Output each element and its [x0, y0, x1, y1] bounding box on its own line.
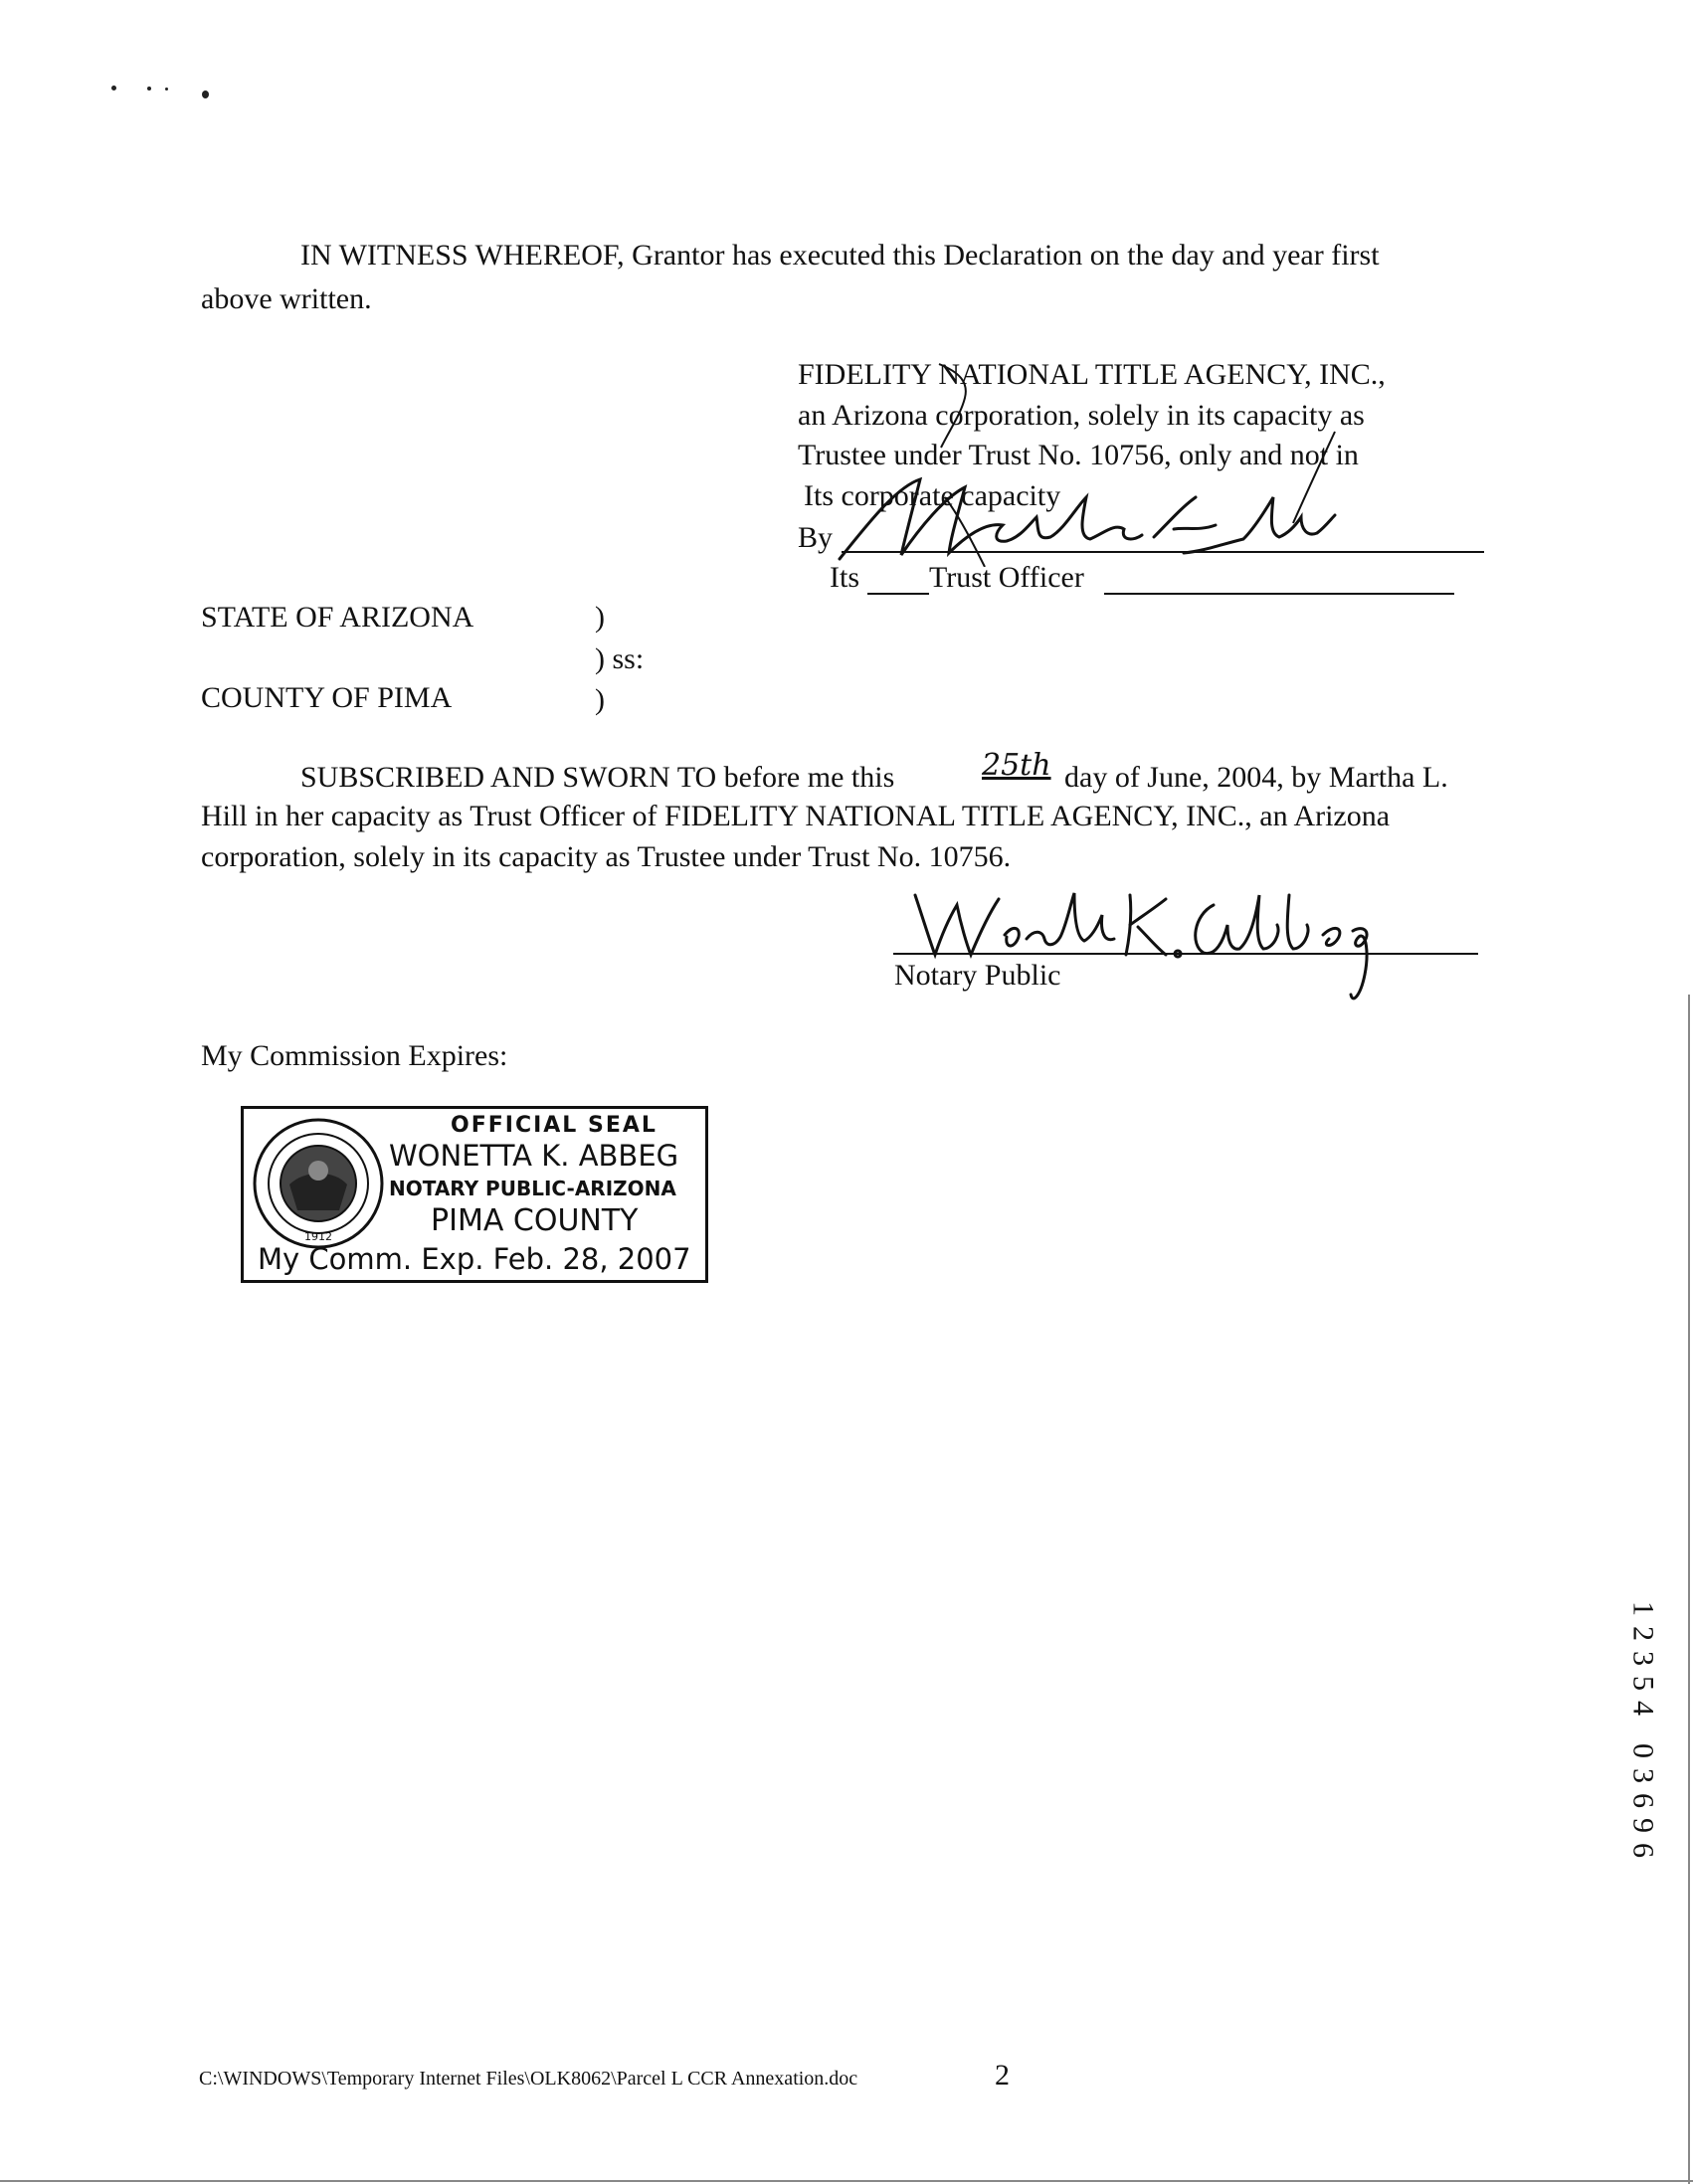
- seal-line-5: My Comm. Exp. Feb. 28, 2007: [258, 1242, 691, 1276]
- scan-edge-bottom: [0, 2180, 1693, 2182]
- notary-label: Notary Public: [894, 959, 1061, 992]
- scan-speck: [202, 91, 209, 98]
- jurat-line-1a: SUBSCRIBED AND SWORN TO before me this: [300, 761, 895, 794]
- its-trailing-line: [1104, 593, 1454, 595]
- venue-paren: ): [595, 601, 605, 634]
- state-seal-emblem: [250, 1115, 387, 1252]
- by-label: By: [798, 521, 834, 554]
- pen-mark: [935, 358, 1015, 457]
- jurat-line-1b: day of June, 2004, by Martha L.: [1064, 761, 1448, 794]
- grantor-name: FIDELITY NATIONAL TITLE AGENCY, INC.,: [798, 358, 1386, 391]
- scan-edge-right: [1688, 995, 1690, 2184]
- notary-seal: [241, 1106, 708, 1283]
- jurat-line-3: corporation, solely in its capacity as Trustee under Trust No. 10756.: [201, 840, 1012, 873]
- grantor-signature: [826, 467, 1343, 567]
- venue-state: STATE OF ARIZONA: [201, 601, 474, 634]
- venue-county: COUNTY OF PIMA: [201, 681, 453, 714]
- svg-text:1912: 1912: [304, 1230, 332, 1243]
- witness-line-1: IN WITNESS WHEREOF, Grantor has executed this Declaration on the day and year first: [300, 239, 1380, 272]
- pen-mark: [1283, 428, 1343, 527]
- recording-digit: 3: [1626, 1768, 1660, 1783]
- recording-digit: 4: [1626, 1701, 1660, 1716]
- recording-digit: 3: [1626, 1651, 1660, 1666]
- its-title: Trust Officer: [929, 561, 1084, 594]
- grantor-line-2: an Arizona corporation, solely in its capacity as: [798, 399, 1365, 432]
- seal-line-2: WONETTA K. ABBEG: [389, 1139, 679, 1173]
- recording-digit: 6: [1626, 1843, 1660, 1858]
- recording-digit: 0: [1626, 1743, 1660, 1758]
- recording-digit: 1: [1626, 1601, 1660, 1616]
- footer-page-number: 2: [995, 2059, 1010, 2092]
- recording-digit: 5: [1626, 1676, 1660, 1691]
- recording-digit: 6: [1626, 1793, 1660, 1808]
- seal-line-3: NOTARY PUBLIC-ARIZONA: [389, 1177, 676, 1200]
- witness-line-2: above written.: [201, 282, 372, 315]
- notary-signature-line: [893, 953, 1478, 955]
- grantor-line-4: Its corporate capacity: [804, 479, 1061, 512]
- scan-speck: [165, 88, 168, 91]
- scan-speck: [111, 86, 116, 91]
- grantor-line-3: Trustee under Trust No. 10756, only and not in: [798, 439, 1359, 471]
- seal-line-1: OFFICIAL SEAL: [451, 1113, 658, 1138]
- recording-number: [1623, 1596, 1663, 1863]
- its-blank-line: [867, 593, 929, 595]
- recording-digit: 2: [1626, 1626, 1660, 1641]
- seal-line-4: PIMA COUNTY: [431, 1203, 639, 1238]
- recording-digit: 9: [1626, 1818, 1660, 1833]
- jurat-line-2: Hill in her capacity as Trust Officer of FIDELITY NATIONAL TITLE AGENCY, INC., an Arizona: [201, 800, 1391, 832]
- venue-paren: ): [595, 683, 605, 716]
- scan-speck: [147, 87, 151, 91]
- footer-path: C:\WINDOWS\Temporary Internet Files\OLK8062\Parcel L CCR Annexation.doc: [199, 2068, 858, 2090]
- its-label: Its: [830, 561, 859, 594]
- venue-ss: ) ss:: [595, 642, 645, 675]
- jurat-day-handwritten: 25th: [982, 748, 1051, 783]
- commission-expires-label: My Commission Expires:: [201, 1039, 508, 1072]
